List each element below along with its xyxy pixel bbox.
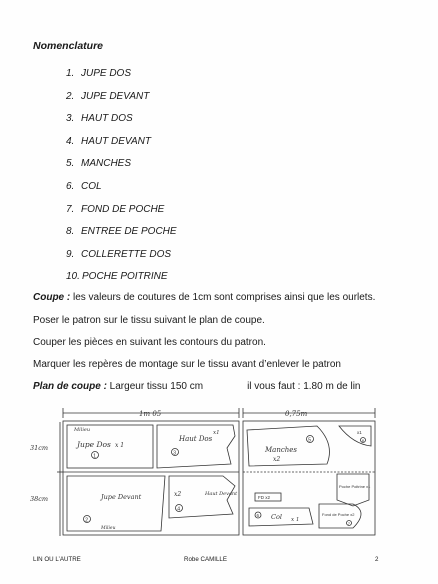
svg-text:Haut Dos: Haut Dos [179, 435, 213, 443]
svg-text:1: 1 [93, 453, 97, 460]
footer-title: Robe CAMILLE [184, 556, 227, 563]
list-item: 7. FOND DE POCHE [66, 203, 165, 215]
svg-text:x 1: x 1 [115, 442, 125, 449]
list-item: 10. POCHE POITRINE [66, 271, 168, 283]
cutting-plan-diagram [27, 404, 382, 542]
svg-text:Fond de Poche x2: Fond de Poche x2 [322, 512, 355, 517]
coupe-paragraph [33, 292, 375, 303]
coupe-text: les valeurs de coutures de 1cm sont comprises ainsi que les ourlets. [70, 292, 376, 303]
svg-text:x1: x1 [213, 430, 220, 436]
piece-poche-poitrine [337, 474, 371, 506]
instruction-line: Poser le patron sur le tissu suivant le plan de coupe. [33, 315, 265, 326]
svg-text:Col: Col [271, 513, 282, 521]
piece-fond-de-poche [319, 504, 361, 528]
svg-text:x2: x2 [174, 491, 182, 498]
list-item: 8. ENTREE DE POCHE [66, 226, 177, 238]
width-right-label: 0,75m [285, 410, 308, 418]
svg-text:6: 6 [256, 513, 260, 518]
instruction-line: Couper les pièces en suivant les contours du patron. [33, 337, 266, 348]
svg-text:Jupe Dos: Jupe Dos [77, 440, 111, 449]
piece-entree-de-poche [339, 426, 371, 446]
piece-haut-dos [157, 425, 235, 468]
list-item: 1. JUPE DOS [66, 68, 132, 79]
piece-manches [247, 426, 329, 466]
svg-text:3: 3 [173, 450, 177, 457]
list-item: 9. COLLERETTE DOS [66, 248, 172, 260]
svg-text:Milieu: Milieu [101, 526, 116, 531]
svg-text:Jupe Devant: Jupe Devant [101, 493, 142, 501]
piece-col [249, 508, 313, 526]
list-item: 4. HAUT DEVANT [66, 135, 152, 147]
coupe-label: Coupe : [33, 292, 71, 303]
piece-jupe-devant [67, 476, 165, 531]
plan-paragraph [33, 381, 360, 392]
nomenclature-heading: Nomenclature [33, 40, 104, 52]
svg-text:8: 8 [361, 437, 365, 443]
dimension-right [243, 408, 375, 418]
list-item: 6. COL [66, 180, 102, 192]
piece-jupe-dos [67, 425, 153, 468]
plan-label: Plan de coupe : [33, 381, 107, 392]
height-bottom-label: 38cm [30, 495, 49, 503]
page-number: 2 [375, 556, 379, 563]
svg-text:x1: x1 [357, 430, 362, 435]
list-item: 5. MANCHES [66, 158, 132, 170]
list-item: 2. JUPE DEVANT [66, 90, 150, 102]
svg-text:x 1: x 1 [291, 517, 300, 523]
fabric-amount: il vous faut : 1.80 m de lin [247, 381, 361, 392]
svg-text:7: 7 [347, 520, 351, 526]
svg-text:x2: x2 [273, 456, 281, 463]
fabric-left [63, 421, 239, 535]
svg-text:2: 2 [85, 517, 89, 524]
svg-text:Haut Devant: Haut Devant [205, 491, 238, 497]
piece-haut-devant [169, 476, 238, 518]
height-top-label: 31cm [30, 444, 49, 452]
dimension-left [63, 408, 239, 418]
pieces-list [66, 67, 177, 293]
width-left-label: 1m 05 [139, 410, 162, 418]
svg-text:Manches: Manches [265, 446, 298, 454]
svg-text:5: 5 [308, 437, 312, 444]
fabric-width: Largeur tissu 150 cm [106, 381, 204, 392]
svg-text:4: 4 [177, 506, 181, 513]
svg-text:Poche Poitrine x1: Poche Poitrine x1 [339, 484, 371, 489]
svg-text:FD x2: FD x2 [258, 495, 271, 500]
svg-text:Milieu: Milieu [74, 427, 91, 433]
piece-fd [255, 493, 281, 501]
footer-brand: LIN OU L’AUTRE [33, 556, 81, 563]
instruction-line: Marquer les repères de montage sur le tissu avant d’enlever le patron [33, 359, 341, 370]
list-item: 3. HAUT DOS [66, 113, 133, 125]
